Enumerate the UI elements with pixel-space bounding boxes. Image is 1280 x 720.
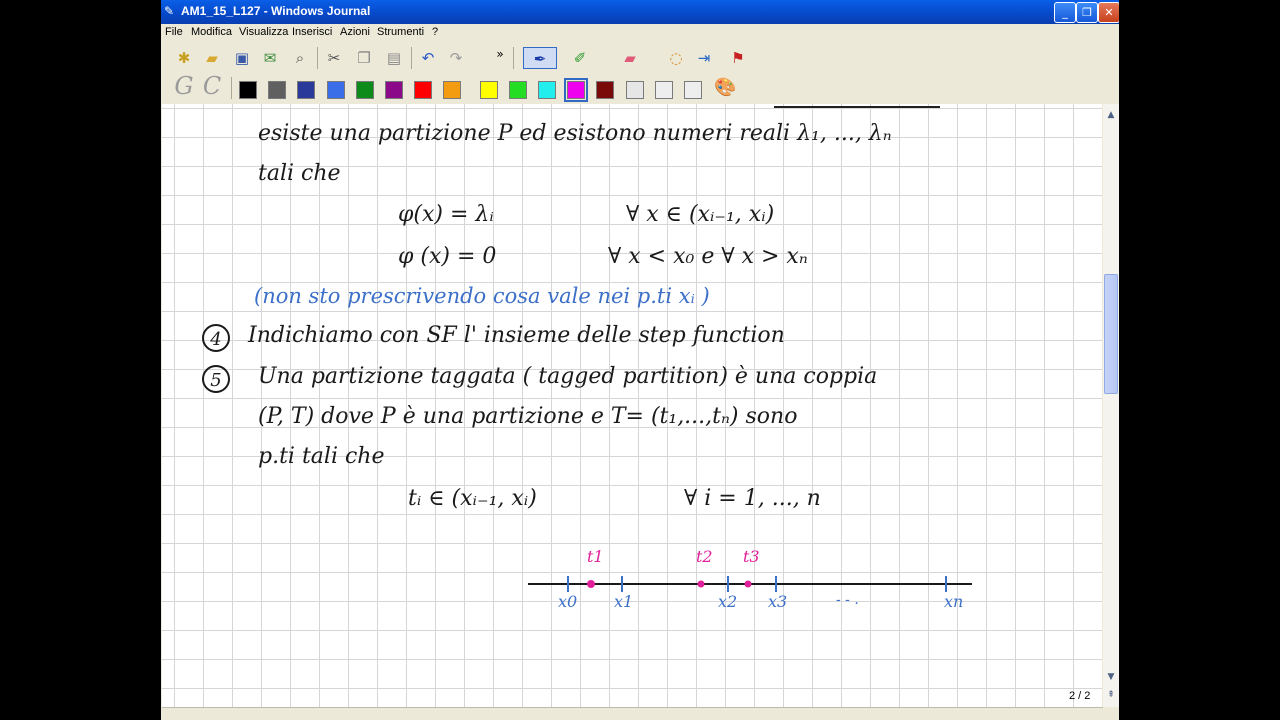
color-swatch-7[interactable]	[443, 81, 461, 99]
formula-for-all-i: ∀ i = 1, ..., n	[684, 486, 821, 511]
color-swatch-9[interactable]	[509, 81, 527, 99]
highlighter-icon[interactable]: ✐	[573, 49, 587, 67]
tick-label-x2: x2	[718, 592, 738, 611]
palette-icon[interactable]: 🎨	[714, 77, 737, 98]
color-swatch-2[interactable]	[297, 81, 315, 99]
tag-label-t2: t2	[696, 547, 713, 566]
pen-toolbar	[161, 73, 1119, 103]
find-icon[interactable]: ⌕	[295, 49, 305, 67]
copy-icon[interactable]: ❐	[357, 49, 371, 67]
tag-point-t2	[698, 581, 705, 588]
tag-point-t1	[587, 580, 595, 588]
formula-phi-zero: φ (x) = 0	[398, 244, 497, 269]
color-swatch-0[interactable]	[239, 81, 257, 99]
toolbar-separator	[411, 47, 412, 69]
note-page[interactable]	[162, 104, 1102, 707]
color-swatch-11[interactable]	[567, 81, 585, 99]
menu-visualizza[interactable]: Visualizza	[239, 26, 289, 38]
title-bar[interactable]	[161, 0, 1119, 24]
send-icon[interactable]: ✉	[263, 49, 277, 67]
color-swatch-14[interactable]	[655, 81, 673, 99]
close-button[interactable]: ✕	[1098, 2, 1119, 23]
toolbar-overflow[interactable]: »	[496, 47, 504, 61]
color-swatch-6[interactable]	[414, 81, 432, 99]
menu-strumenti[interactable]: Strumenti	[377, 26, 425, 38]
text-line-1: esiste una partizione P ed esistono numeri reali λ₁, ..., λₙ	[258, 121, 892, 146]
page-counter: 2 / 2	[1069, 690, 1091, 702]
scroll-up-icon[interactable]: ▲	[1107, 110, 1115, 120]
color-swatch-10[interactable]	[538, 81, 556, 99]
gesture-g-icon[interactable]: G	[174, 72, 194, 100]
tick-label-x1: x1	[614, 592, 634, 611]
menu-azioni[interactable]: Azioni	[340, 26, 370, 38]
paste-icon[interactable]: ▤	[386, 49, 402, 67]
save-icon[interactable]: ▣	[234, 49, 250, 67]
scroll-down-icon[interactable]: ▼	[1107, 672, 1115, 682]
new-note-icon[interactable]: ✱	[177, 49, 191, 67]
tag-label-t1: t1	[587, 547, 604, 566]
flag-icon[interactable]: ⚑	[731, 49, 745, 67]
cutoff-stroke	[774, 106, 940, 108]
color-swatch-4[interactable]	[356, 81, 374, 99]
cut-icon[interactable]: ✂	[327, 49, 341, 67]
redo-icon[interactable]: ↷	[449, 49, 463, 67]
minimize-button[interactable]: _	[1054, 2, 1076, 23]
color-swatch-3[interactable]	[327, 81, 345, 99]
color-swatch-13[interactable]	[626, 81, 644, 99]
toolbar-separator	[231, 77, 232, 99]
vertical-scrollbar[interactable]	[1103, 104, 1119, 707]
item-number-5: 5	[202, 365, 230, 393]
text-line-pti: p.ti tali che	[258, 444, 385, 469]
formula-outside: ∀ x < x₀ e ∀ x > xₙ	[608, 244, 808, 269]
tick-label-xn: xn	[944, 592, 964, 611]
color-swatch-12[interactable]	[596, 81, 614, 99]
color-swatch-8[interactable]	[480, 81, 498, 99]
scroll-thumb[interactable]	[1104, 274, 1118, 394]
tag-point-t3	[745, 581, 752, 588]
menu-file[interactable]: File	[165, 26, 183, 38]
text-line-step-function: Indichiamo con SF l' insieme delle step function	[248, 323, 785, 348]
item-number-4: 4	[202, 324, 230, 352]
text-line-2: tali che	[258, 161, 341, 186]
insert-space-icon[interactable]: ⇥	[697, 49, 711, 67]
tick-label-x0: x0	[558, 592, 578, 611]
standard-toolbar	[161, 43, 1119, 73]
formula-interval: ∀ x ∈ (xᵢ₋₁, xᵢ)	[626, 202, 775, 227]
journal-window	[161, 0, 1119, 720]
formula-phi-lambda: φ(x) = λᵢ	[398, 202, 494, 227]
journal-app-icon: ✎	[164, 4, 175, 18]
tag-label-t3: t3	[743, 547, 760, 566]
menu-help[interactable]: ?	[432, 26, 439, 38]
window-title: AM1_15_L127 - Windows Journal	[181, 4, 371, 18]
menu-bar	[161, 24, 1119, 42]
toolbar-separator	[513, 47, 514, 69]
undo-icon[interactable]: ↶	[421, 49, 435, 67]
color-swatch-5[interactable]	[385, 81, 403, 99]
color-swatch-15[interactable]	[684, 81, 702, 99]
formula-tag-interval: tᵢ ∈ (xᵢ₋₁, xᵢ)	[408, 486, 537, 511]
toolbar-separator	[317, 47, 318, 69]
menu-inserisci[interactable]: Inserisci	[292, 26, 333, 38]
color-swatch-1[interactable]	[268, 81, 286, 99]
restore-button[interactable]: ❐	[1076, 2, 1098, 23]
tick-label-x3: x3	[768, 592, 788, 611]
page-up-icon[interactable]: ⇞	[1107, 690, 1115, 700]
open-icon[interactable]: ▰	[206, 49, 218, 67]
gesture-c-icon[interactable]: C	[202, 72, 222, 100]
text-line-pt-pair: (P, T) dove P è una partizione e T= (t₁,...,tₙ) sono	[258, 404, 798, 429]
lasso-icon[interactable]: ◌	[669, 49, 683, 67]
note-remark: (non sto prescrivendo cosa vale nei p.ti xᵢ )	[254, 284, 710, 308]
eraser-icon[interactable]: ▰	[624, 49, 636, 67]
pen-icon[interactable]: ✒	[523, 47, 557, 69]
tick-label-dots: - - .	[836, 592, 859, 608]
horizontal-scrollbar[interactable]	[162, 707, 1103, 720]
text-line-tagged-partition: Una partizione taggata ( tagged partition) è una coppia	[258, 364, 878, 389]
menu-modifica[interactable]: Modifica	[191, 26, 232, 38]
